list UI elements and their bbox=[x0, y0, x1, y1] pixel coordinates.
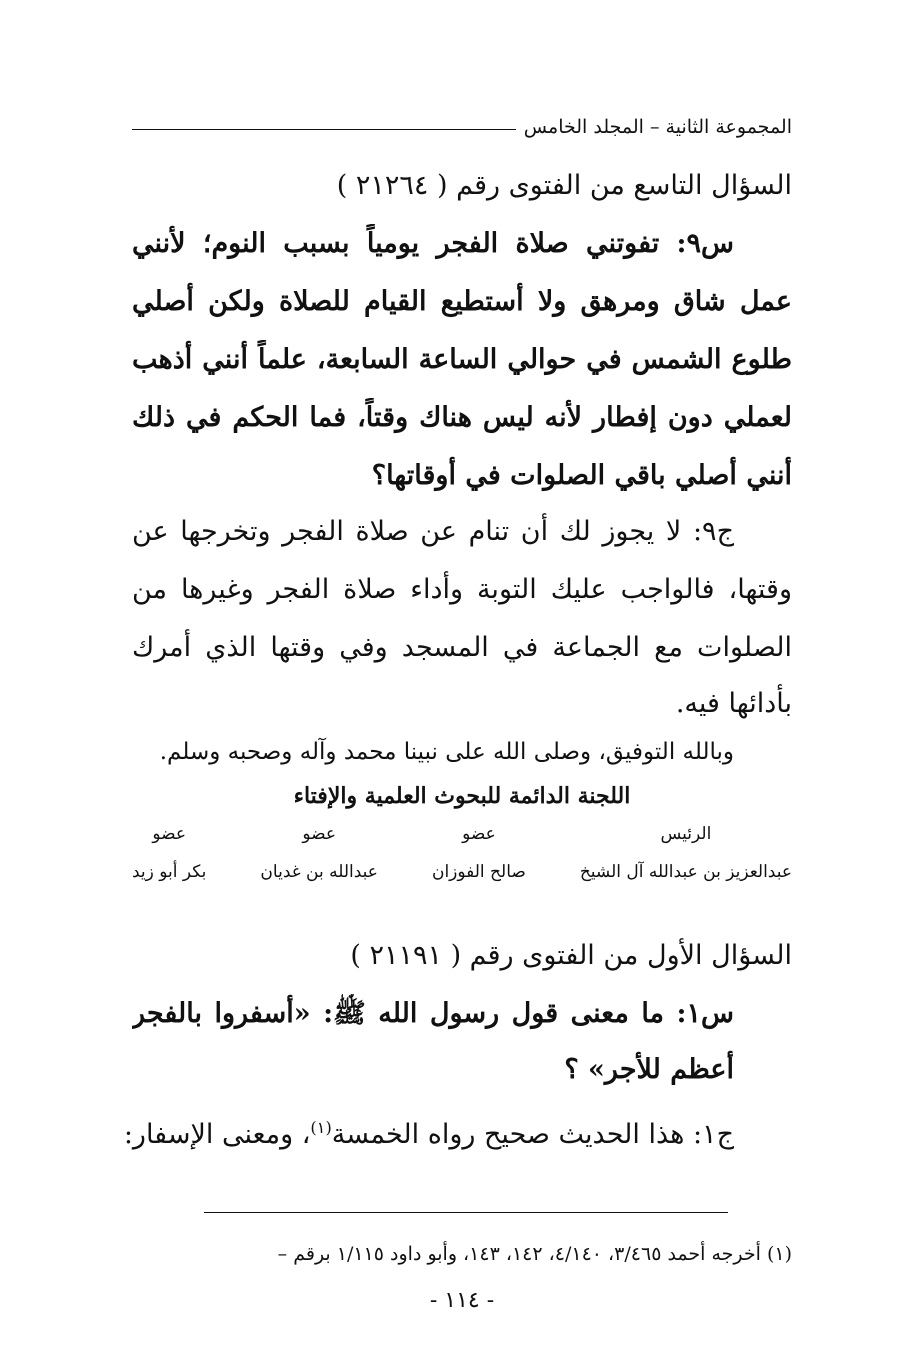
fatwa1-closing: وبالله التوفيق، وصلى الله على نبينا محمد وآله وصحبه وسلم. bbox=[159, 739, 734, 765]
header-title: المجموعة الثانية – المجلد الخامس bbox=[523, 116, 792, 138]
signatory-name: عبدالله بن غديان bbox=[260, 862, 378, 882]
fatwa1-question-line-3: طلوع الشمس في حوالي الساعة السابعة، علماً أنني أذهب bbox=[132, 344, 792, 375]
fatwa1-answer-line-1: ج٩: لا يجوز لك أن تنام عن صلاة الفجر وتخرجها عن bbox=[132, 516, 734, 547]
signatory-member bbox=[260, 822, 378, 884]
fatwa1-question-line-2: عمل شاق ومرهق ولا أستطيع القيام للصلاة ولكن أصلي bbox=[132, 286, 792, 317]
fatwa1-heading: السؤال التاسع من الفتوى رقم ( ٢١٢٦٤ ) bbox=[336, 170, 792, 201]
signatory-title: الرئيس bbox=[660, 824, 712, 844]
signatory-president bbox=[580, 822, 792, 884]
signatory-member bbox=[132, 822, 206, 884]
signatory-name: صالح الفوزان bbox=[431, 862, 526, 882]
fatwa2-question-line-2: أعظم للأجر» ؟ bbox=[564, 1054, 734, 1085]
signatories bbox=[132, 822, 792, 884]
signatory-title: عضو bbox=[462, 824, 496, 844]
running-header bbox=[132, 112, 792, 142]
footnote-separator bbox=[204, 1212, 728, 1213]
fatwa1-question-line-5: أنني أصلي باقي الصلوات في أوقاتها؟ bbox=[371, 460, 792, 491]
committee-name: اللجنة الدائمة للبحوث العلمية والإفتاء bbox=[293, 783, 631, 809]
page-number: - ١١٤ - bbox=[429, 1288, 495, 1313]
fatwa1-question-line-1: س٩: تفوتني صلاة الفجر يومياً بسبب النوم؛ لأنني bbox=[132, 228, 734, 259]
fatwa1-answer-line-3: الصلوات مع الجماعة في المسجد وفي وقتها الذي أمرك bbox=[132, 632, 792, 663]
signatory-name: بكر أبو زيد bbox=[132, 862, 207, 882]
footnote-ref: (١) bbox=[310, 1118, 332, 1137]
fatwa2-answer-start: ج١: هذا الحديث صحيح رواه الخمسة bbox=[331, 1119, 734, 1150]
signatory-name: عبدالعزيز بن عبدالله آل الشيخ bbox=[579, 862, 792, 882]
fatwa2-answer-line-1 bbox=[123, 1108, 792, 1155]
fatwa2-heading: السؤال الأول من الفتوى رقم ( ٢١١٩١ ) bbox=[350, 940, 792, 971]
fatwa2-answer-end: ، ومعنى الإسفار: bbox=[123, 1119, 311, 1150]
signatory-member bbox=[432, 822, 526, 884]
footnote: (١) أخرجه أحمد ٣/٤٦٥، ٤/١٤٠، ١٤٢، ١٤٣، وأبو داود ١/١١٥ برقم – bbox=[277, 1243, 792, 1265]
fatwa1-answer-line-4: بأدائها فيه. bbox=[675, 688, 792, 719]
header-rule bbox=[132, 129, 516, 130]
signatory-title: عضو bbox=[302, 824, 337, 844]
fatwa1-question-line-4: لعملي دون إفطار لأنه ليس هناك وقتاً، فما الحكم في ذلك bbox=[132, 402, 792, 433]
signatory-title: عضو bbox=[152, 824, 187, 844]
fatwa2-question-line-1: س١: ما معنى قول رسول الله ﷺ: «أسفروا بالفجر bbox=[132, 998, 734, 1029]
fatwa1-answer-line-2: وقتها، فالواجب عليك التوبة وأداء صلاة الفجر وغيرها من bbox=[132, 574, 792, 605]
